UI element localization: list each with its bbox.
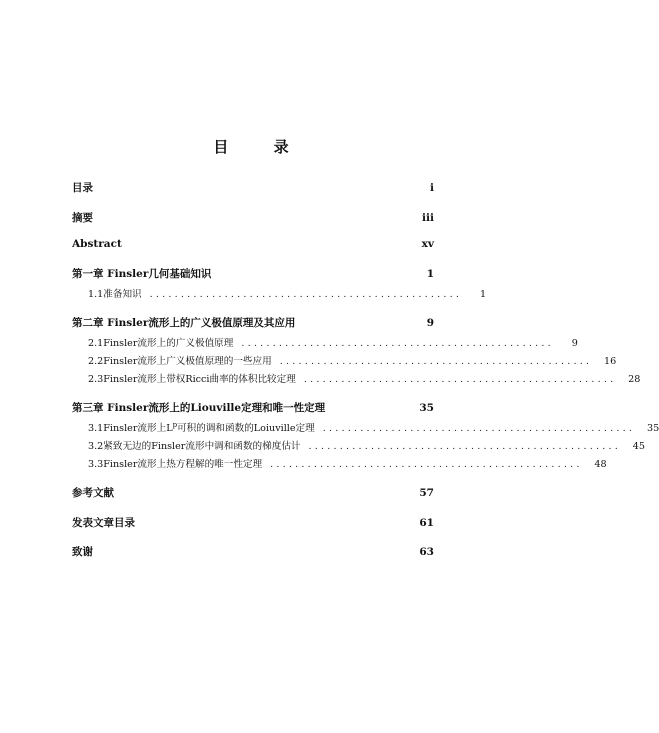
toc-entry-section-3-1[interactable] [72, 420, 659, 436]
dot-leader: .................................................. [241, 338, 554, 349]
toc-entry-page: 9 [571, 338, 578, 349]
toc-entry-section-2-1[interactable] [72, 335, 578, 351]
dot-leader: .................................................. [308, 441, 622, 452]
toc-entry-label: 致谢 [72, 546, 93, 558]
toc-entry-page: 35 [646, 423, 659, 434]
toc-entry-page: 1 [480, 289, 487, 300]
toc-entry-label: 第三章 Finsler流形上的Liouville定理和唯一性定理 [72, 402, 326, 414]
dot-leader: .................................................. [322, 423, 636, 434]
toc-entry-label: 目录 [72, 182, 93, 194]
toc-entry-label: 发表文章目录 [72, 517, 135, 529]
toc-entry-page: 45 [632, 441, 646, 452]
dot-leader: .................................................. [270, 459, 583, 470]
toc-entry-label: 紧致无边的Finsler流形中调和函数的梯度估计 [103, 441, 301, 452]
toc-entry-page: xv [421, 238, 434, 250]
dot-leader: .................................................. [279, 356, 593, 367]
toc-entry-page: 35 [419, 402, 434, 414]
toc-entry-label: 第一章 Finsler几何基础知识 [72, 268, 212, 280]
toc-entry-number: 3.3 [88, 459, 104, 470]
toc-entry-acknowledgements[interactable] [72, 544, 434, 560]
toc-entry-page: 61 [419, 517, 434, 529]
toc-entry-contents[interactable] [72, 180, 434, 196]
toc-entry-label: Finsler流形上带权Ricci曲率的体积比较定理 [103, 374, 296, 385]
toc-entry-chapter-1[interactable] [72, 266, 434, 282]
toc-entry-chapter-3[interactable] [72, 400, 434, 416]
toc-entry-label: Finsler流形上热方程解的唯一性定理 [103, 459, 263, 470]
dot-leader: .................................................. [149, 289, 463, 300]
toc-entry-references[interactable] [72, 485, 434, 501]
toc-entry-chapter-2[interactable] [72, 315, 434, 331]
toc-entry-number: 1.1 [88, 289, 104, 300]
toc-entry-page: 48 [594, 459, 607, 470]
toc-entry-page: 1 [426, 268, 434, 280]
toc-entry-label: Finsler流形上广义极值原理的一些应用 [103, 356, 272, 367]
toc-entry-label: Finsler流形上$L^p$可积的调和函数的Loiuville定理 [103, 420, 315, 434]
toc-entry-label: Finsler流形上的广义极值原理 [103, 338, 234, 349]
toc-entry-number: 3.1 [88, 423, 104, 434]
toc-entry-abstract-en[interactable] [72, 238, 434, 254]
toc-entry-page: 28 [628, 374, 641, 385]
superscript-p: p [172, 420, 178, 429]
toc-entry-section-2-2[interactable] [72, 353, 617, 369]
toc-entry-page: 63 [419, 546, 434, 558]
toc-entry-section-3-2[interactable] [72, 438, 646, 454]
toc-entry-page: iii [422, 212, 434, 224]
dot-leader: .................................................. [303, 374, 617, 385]
toc-entry-section-1-1[interactable] [72, 286, 487, 302]
toc-entry-label: 准备知识 [103, 289, 142, 300]
toc-entry-label: 参考文献 [72, 487, 114, 499]
toc-entry-number: 2.3 [88, 374, 104, 385]
page-title: 目 录 [213, 138, 309, 156]
toc-entry-label: 摘要 [72, 212, 93, 224]
toc-entry-publications[interactable] [72, 515, 434, 531]
toc-entry-number: 2.2 [88, 356, 104, 367]
toc-entry-label: 第二章 Finsler流形上的广义极值原理及其应用 [72, 317, 296, 329]
toc-entry-page: i [430, 182, 434, 194]
toc-entry-number: 2.1 [88, 338, 104, 349]
toc-entry-label: Abstract [72, 238, 122, 250]
toc-entry-page: 9 [426, 317, 434, 329]
toc-entry-page: 16 [604, 356, 617, 367]
toc-entry-section-2-3[interactable] [72, 371, 641, 387]
toc-entry-section-3-3[interactable] [72, 456, 607, 472]
toc-entry-page: 57 [419, 487, 434, 499]
toc-entry-number: 3.2 [88, 441, 104, 452]
toc-entry-abstract-cn[interactable] [72, 210, 434, 226]
